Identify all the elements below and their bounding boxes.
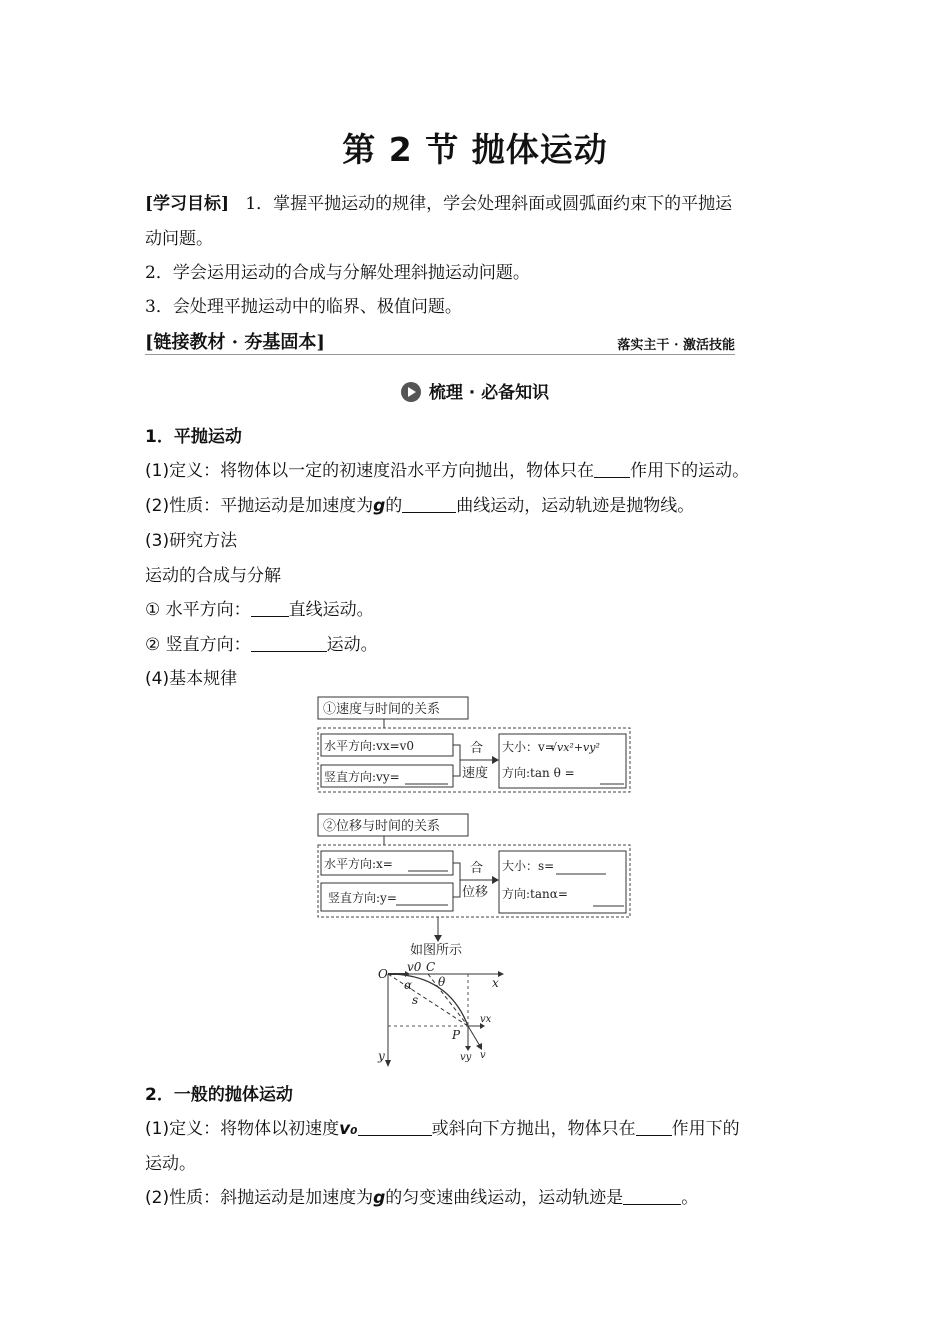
arrow-head <box>492 876 499 884</box>
s-magnitude: 大小：s= <box>502 859 555 873</box>
label-x: x <box>492 976 499 990</box>
v-vertical: 竖直方向:vy= <box>324 770 400 784</box>
text: (2)性质：斜抛运动是加速度为 <box>145 1188 374 1208</box>
text: ① 水平方向： <box>145 600 251 620</box>
blank <box>402 496 456 513</box>
combine-displacement: 位移 <box>462 885 489 900</box>
objective-2: 2．学会运用运动的合成与分解处理斜抛运动问题。 <box>145 263 530 283</box>
objective-line-1 <box>145 189 732 214</box>
text: 的匀变速曲线运动，运动轨迹是 <box>385 1188 624 1208</box>
text: 运动。 <box>326 635 378 655</box>
bracket <box>453 863 460 897</box>
symbol-v0: v₀ <box>339 1119 358 1139</box>
part1-method-desc: 运动的合成与分解 <box>145 566 281 586</box>
part1-heading: 1．平抛运动 <box>145 427 242 447</box>
y-axis-arrow <box>385 1060 391 1067</box>
objectives-label: [学习目标] <box>145 194 230 214</box>
text: 作用下的 <box>671 1119 740 1139</box>
text: 作用下的运动。 <box>630 461 750 481</box>
text: ② 竖直方向： <box>145 635 251 655</box>
label-theta: θ <box>438 975 446 989</box>
page-title: 第 2 节 抛体运动 <box>342 130 608 169</box>
v-direction: 方向:tan θ = <box>502 766 575 780</box>
part1-laws: (4)基本规律 <box>145 669 238 689</box>
label-s: s <box>412 993 419 1007</box>
part1-definition <box>145 456 749 481</box>
v-arrow <box>468 1026 480 1046</box>
sqrt-expr: √vx²+vy² <box>550 741 600 754</box>
blank <box>251 600 289 617</box>
tangent-line <box>428 974 468 1026</box>
part1-method: (3)研究方法 <box>145 531 238 551</box>
projectile-diagram <box>310 692 640 1072</box>
blank <box>251 635 327 652</box>
text: 的 <box>385 496 403 516</box>
symbol-g: g <box>373 1188 386 1208</box>
text: (2)性质：平抛运动是加速度为 <box>145 496 374 516</box>
section-bar <box>145 328 735 355</box>
bracket <box>453 745 460 776</box>
s-vertical: 竖直方向:y= <box>328 891 397 905</box>
label-P: P <box>452 1028 461 1042</box>
as-shown-label: 如图所示 <box>410 943 463 958</box>
part1-horizontal <box>145 595 374 620</box>
blank <box>623 1188 681 1205</box>
blank <box>594 461 630 478</box>
blank <box>358 1119 432 1136</box>
box1-title: ①速度与时间的关系 <box>323 702 441 717</box>
label-C: C <box>426 960 436 974</box>
label-alpha: α <box>404 978 413 992</box>
s-direction: 方向:tanα= <box>502 887 568 901</box>
arrow-head <box>492 756 499 764</box>
part2-definition-cont: 运动。 <box>145 1154 196 1174</box>
x-axis-arrow <box>498 971 504 977</box>
section-tagline: 落实主干 · 激活技能 <box>617 338 735 353</box>
part1-vertical <box>145 630 378 655</box>
combine-label: 合 <box>470 861 484 876</box>
s-horizontal: 水平方向:x= <box>324 857 393 871</box>
section-title: [链接教材 · 夯基固本] <box>145 332 325 353</box>
part1-property <box>145 491 694 516</box>
v-horizontal: 水平方向:vx=v0 <box>324 739 415 753</box>
label-y: y <box>378 1049 385 1063</box>
combine-velocity: 速度 <box>462 766 489 781</box>
objective-1-cont: 动问题。 <box>145 229 213 249</box>
combine-label: 合 <box>470 741 484 756</box>
text: (1)定义：将物体以初速度 <box>145 1119 340 1139</box>
arrow-head <box>465 1046 471 1051</box>
symbol-g: g <box>373 496 386 516</box>
label-v: v <box>480 1050 486 1061</box>
box2-title: ②位移与时间的关系 <box>323 819 441 834</box>
objective-1: 1．掌握平抛运动的规律，学会处理斜面或圆弧面约束下的平抛运 <box>245 194 733 214</box>
text: 或斜向下方抛出，物体只在 <box>431 1119 636 1139</box>
part2-property <box>145 1183 698 1208</box>
label-vy: vy <box>460 1052 472 1063</box>
part2-definition <box>145 1114 740 1139</box>
subheading <box>0 378 950 403</box>
displacement-frame <box>318 845 630 917</box>
label-v0: v0 <box>407 960 422 974</box>
objective-3: 3．会处理平抛运动中的临界、极值问题。 <box>145 297 462 317</box>
text: (1)定义：将物体以一定的初速度沿水平方向抛出，物体只在 <box>145 461 595 481</box>
arrow-head <box>434 935 442 942</box>
text: 。 <box>681 1188 699 1208</box>
text: 直线运动。 <box>288 600 374 620</box>
play-icon <box>401 382 421 402</box>
blank <box>636 1119 672 1136</box>
part2-heading: 2．一般的抛体运动 <box>145 1085 293 1105</box>
label-O: O <box>378 967 388 981</box>
label-vx: vx <box>480 1014 492 1025</box>
text: 曲线运动，运动轨迹是抛物线。 <box>456 496 695 516</box>
subheading-text: 梳理 · 必备知识 <box>428 383 550 403</box>
v-magnitude: 大小：v= <box>502 740 555 754</box>
